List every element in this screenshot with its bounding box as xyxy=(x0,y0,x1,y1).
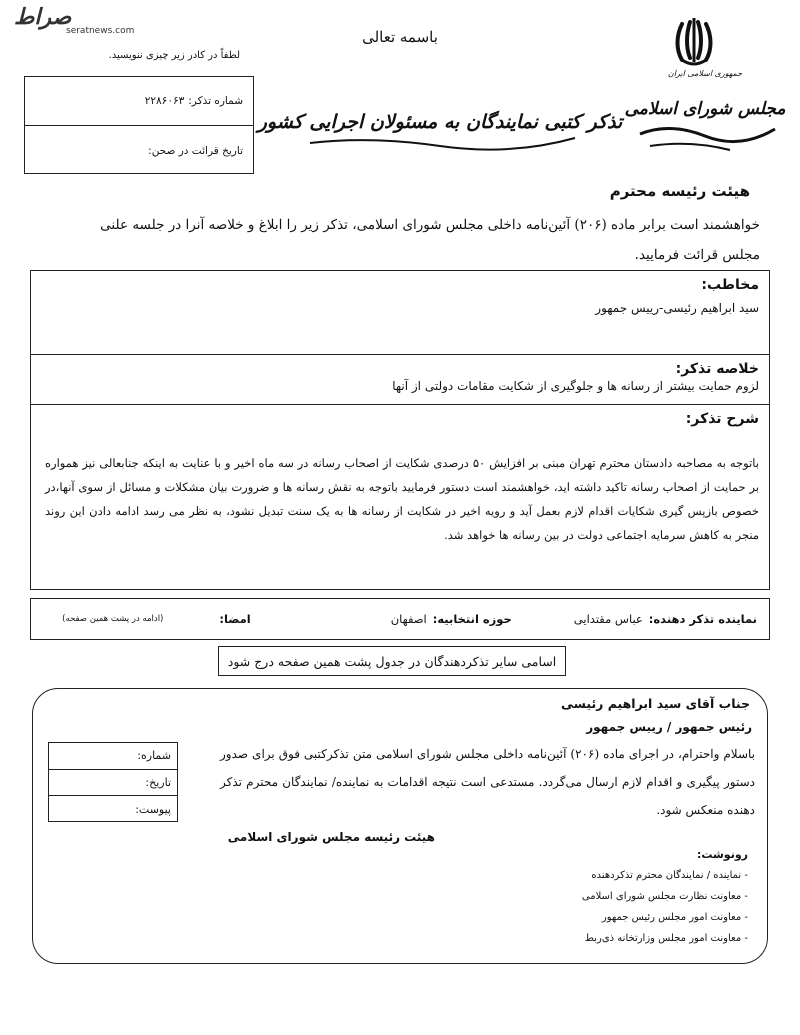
sign-field xyxy=(219,612,250,626)
letter-number-label: شماره: xyxy=(49,743,177,770)
representative-field xyxy=(574,612,757,626)
parliament-emblem xyxy=(624,14,786,164)
other-reps-note: اسامی سایر تذکردهندگان در جدول پشت همین صفحه درج شود xyxy=(218,646,566,676)
letter-body: باسلام واحترام، در اجرای ماده (۲۰۶) آئین‌نامه داخلی مجلس شورای اسلامی متن تذکرکتبی فوق برای صدور دستور پیگیری و اقدام لازم ارسال می‌گردد. مستدعی است نتیجه اقدامات به نماینده/ نمایندگان محترم تذکر دهنده منعکس شود. xyxy=(220,747,755,817)
district-value: اصفهان xyxy=(390,612,427,626)
iran-emblem-icon xyxy=(678,18,711,64)
reminder-form xyxy=(30,270,770,590)
letter-date-label: تاریخ: xyxy=(49,770,177,797)
district-field xyxy=(391,612,512,626)
svg-text:مجلس شورای اسلامی: مجلس شورای اسلامی xyxy=(624,99,786,119)
read-date-row xyxy=(25,126,253,175)
district-label: حوزه انتخابیه: xyxy=(432,612,512,626)
addressee-section xyxy=(31,271,769,355)
description-section xyxy=(31,405,769,589)
bismillah: باسمه تعالی xyxy=(362,28,438,46)
letter-signer: هیئت رئیسه مجلس شورای اسلامی xyxy=(227,830,435,844)
cc-item: - نماینده / نمایندگان محترم تذکردهنده xyxy=(448,865,748,886)
description-value: باتوجه به مصاحبه دادستان محترم تهران مبنی بر افزایش ۵۰ درصدی شکایت از اصحاب رسانه در سه ماه اخیر و با عنایت به اینکه جنابعالی نیز همواره بر حمایت از اصحاب رسانه تاکید داشته اید، خواهشمند است دستور فرمایید باتوجه به نقش رسانه ها و ضرورت بیان مشکلات و مسائل از سوی آنها،در خصوص بازپس گیری شکایات اقدام لازم بعمل آید و رویه اخیر در شکایت از رسانه ها به یک سنت تبدیل نشود، به نظر می رسد ادامه دادن این روند منجر به کاهش سرمایه اجتماعی دولت در بین رسانه ها خواهد شد. xyxy=(45,456,759,542)
svg-text:تذکر کتبی نمایندگان به مسئولان: تذکر کتبی نمایندگان به مسئولان اجرایی کشور xyxy=(257,111,623,133)
do-not-write-note: لطفاً در کادر زیر چیزی ننویسید. xyxy=(108,50,240,61)
cc-title: رونوشت: xyxy=(696,848,748,861)
registration-box xyxy=(24,76,254,174)
cc-item: - معاونت نظارت مجلس شورای اسلامی xyxy=(448,886,748,907)
watermark-url: seratnews.com xyxy=(66,26,135,36)
representative-label: نماینده تذکر دهنده: xyxy=(648,612,757,626)
svg-text:جمهوری اسلامی ایران: جمهوری اسلامی ایران xyxy=(667,69,743,78)
reg-number-label: شماره تذکر: xyxy=(188,95,243,107)
watermark-logo xyxy=(6,4,135,40)
reg-number-row xyxy=(25,77,253,126)
addressee-value: سید ابراهیم رئیسی-رییس جمهور xyxy=(595,301,759,315)
summary-label: خلاصه تذکر: xyxy=(675,361,759,377)
summary-section xyxy=(31,355,769,405)
cc-item: - معاونت امور مجلس رئیس جمهور xyxy=(448,907,748,928)
letter-attachment-label: پیوست: xyxy=(135,802,171,816)
letter-registration-table xyxy=(48,742,178,822)
addressee-label: مخاطب: xyxy=(701,277,759,293)
representative-value: عباس مقتدایی xyxy=(573,612,643,626)
cc-item: - معاونت امور مجلس وزارتخانه ذی‌ربط xyxy=(448,928,748,949)
intro-text: خواهشمند است برابر ماده (۲۰۶) آئین‌نامه داخلی مجلس شورای اسلامی، تذکر زیر را ابلاغ و خلاصه آنرا در جلسه علنی مجلس قرائت فرمایید. xyxy=(100,217,760,263)
reg-number-value: ۲۲۸۶۰۶۳ xyxy=(144,95,185,107)
board-title: هیئت رئیسه محترم xyxy=(609,182,750,200)
summary-value: لزوم حمایت بیشتر از رسانه ها و جلوگیری از شکایت مقامات دولتی از آنها xyxy=(392,379,759,393)
cc-list xyxy=(448,865,748,949)
letter-recipient-title: رئیس جمهور / رییس جمهور xyxy=(586,720,752,734)
sign-label: امضا: xyxy=(219,612,251,626)
continue-note: (ادامه در پشت همین صفحه) xyxy=(62,614,164,624)
form-title-calligraphy xyxy=(257,88,623,158)
read-date-label: تاریخ قرائت در صحن: xyxy=(148,144,243,157)
signature-bar xyxy=(30,598,770,640)
watermark-logo-text: صراط xyxy=(14,4,72,30)
letter-recipient: جناب آقای سید ابراهیم رئیسی xyxy=(561,696,750,711)
description-label: شرح تذکر: xyxy=(685,411,759,427)
